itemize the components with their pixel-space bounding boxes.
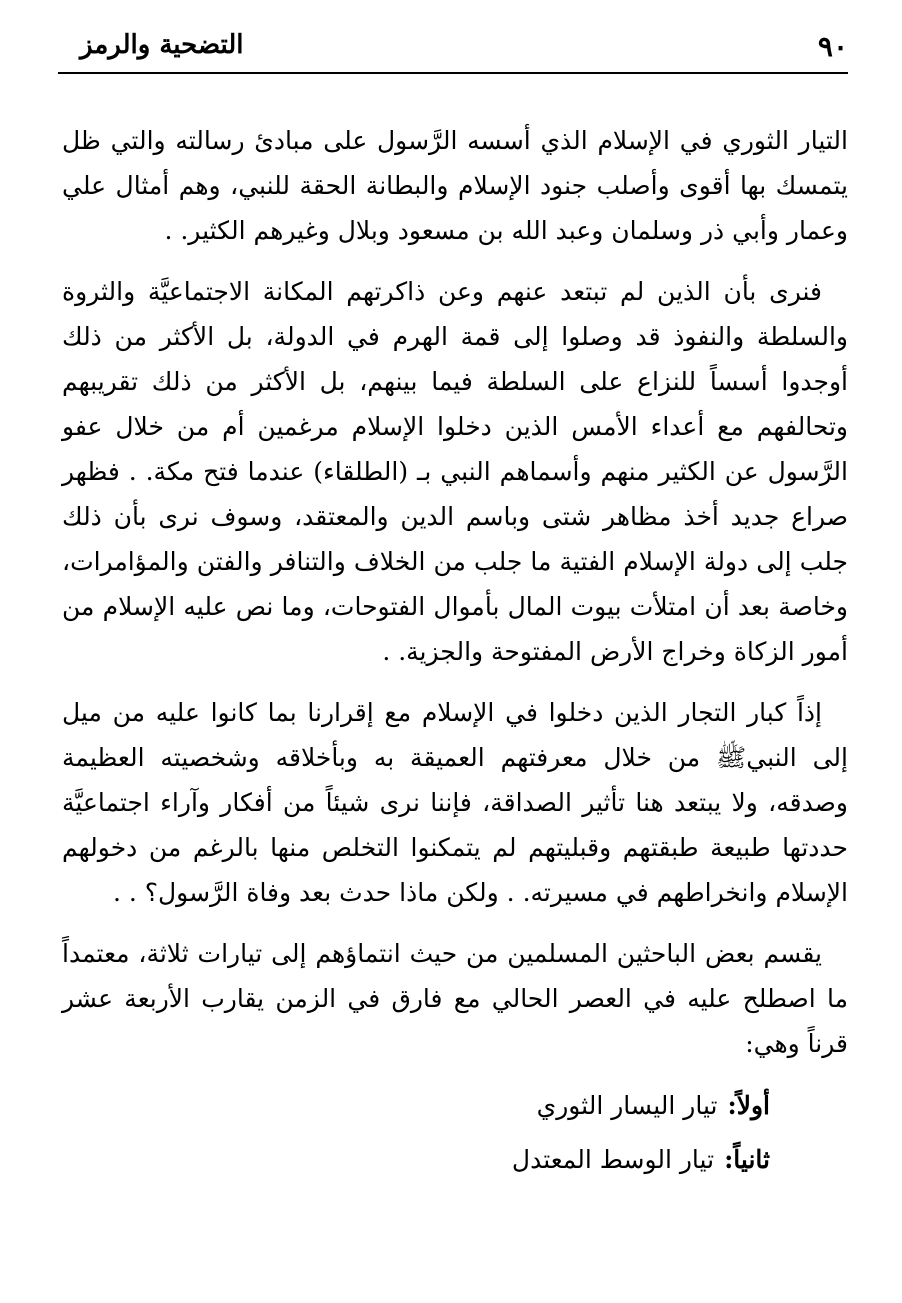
- body-text: [62, 118, 848, 1190]
- list-item-key: أولاً:: [727, 1091, 770, 1120]
- list-item: [62, 1082, 848, 1130]
- paragraph-1: التيار الثوري في الإسلام الذي أسسه الرَّسول على مبادئ رسالته والتي ظل يتمسك بها أقوى وأصلب جنود الإسلام والبطانة الحقة للنبي، وهم أمثال علي وعمار وأبي ذر وسلمان وعبد الله بن مسعود وبلال وغيرهم الكثير. .: [62, 126, 848, 245]
- running-title: التضحية والرمز: [80, 30, 244, 60]
- paragraph-4: يقسم بعض الباحثين المسلمين من حيث انتماؤهم إلى تيارات ثلاثة، معتمداً ما اصطلح عليه في العصر الحالي مع فارق في الزمن يقارب الأربعة عشر قرناً وهي:: [62, 939, 848, 1058]
- list-item-text: تيار الوسط المعتدل: [511, 1145, 715, 1174]
- list-item-text: تيار اليسار الثوري: [536, 1091, 718, 1120]
- page-number: ٩٠: [817, 30, 848, 63]
- header-divider: [58, 72, 848, 74]
- page-header: [58, 26, 848, 76]
- list-item-key: ثانياً:: [724, 1145, 770, 1174]
- trend-list: [62, 1082, 848, 1184]
- paragraph-3: إذاً كبار التجار الذين دخلوا في الإسلام مع إقرارنا بما كانوا عليه من ميل إلى النبيﷺ من خلال معرفتهم العميقة به وبأخلاقه وشخصيته العظيمة وصدقه، ولا يبتعد هنا تأثير الصداقة، فإننا نرى شيئاً من أفكار وآراء اجتماعيَّة حددتها طبيعة طبقتهم وقبليتهم لم يتمكنوا التخلص منها بالرغم من دخولهم الإسلام وانخراطهم في مسيرته. . ولكن ماذا حدث بعد وفاة الرَّسول؟ . .: [62, 698, 848, 907]
- list-item: [62, 1136, 848, 1184]
- paragraph-2: فنرى بأن الذين لم تبتعد عنهم وعن ذاكرتهم المكانة الاجتماعيَّة والثروة والسلطة والنفوذ قد وصلوا إلى قمة الهرم في الدولة، بل الأكثر من ذلك أوجدوا أسساً للنزاع على السلطة فيما بينهم، بل الأكثر من ذلك تقريبهم وتحالفهم مع أعداء الأمس الذين دخلوا الإسلام مرغمين أم من خلال عفو الرَّسول عن الكثير منهم وأسماهم النبي بـ (الطلقاء) عندما فتح مكة. . فظهر صراع جديد أخذ مظاهر شتى وباسم الدين والمعتقد، وسوف نرى بأن ذلك جلب إلى دولة الإسلام الفتية ما جلب من الخلاف والتنافر والفتن والمؤامرات، وخاصة بعد أن امتلأت بيوت المال بأموال الفتوحات، وما نص عليه الإسلام من أمور الزكاة وخراج الأرض المفتوحة والجزية. .: [62, 277, 848, 666]
